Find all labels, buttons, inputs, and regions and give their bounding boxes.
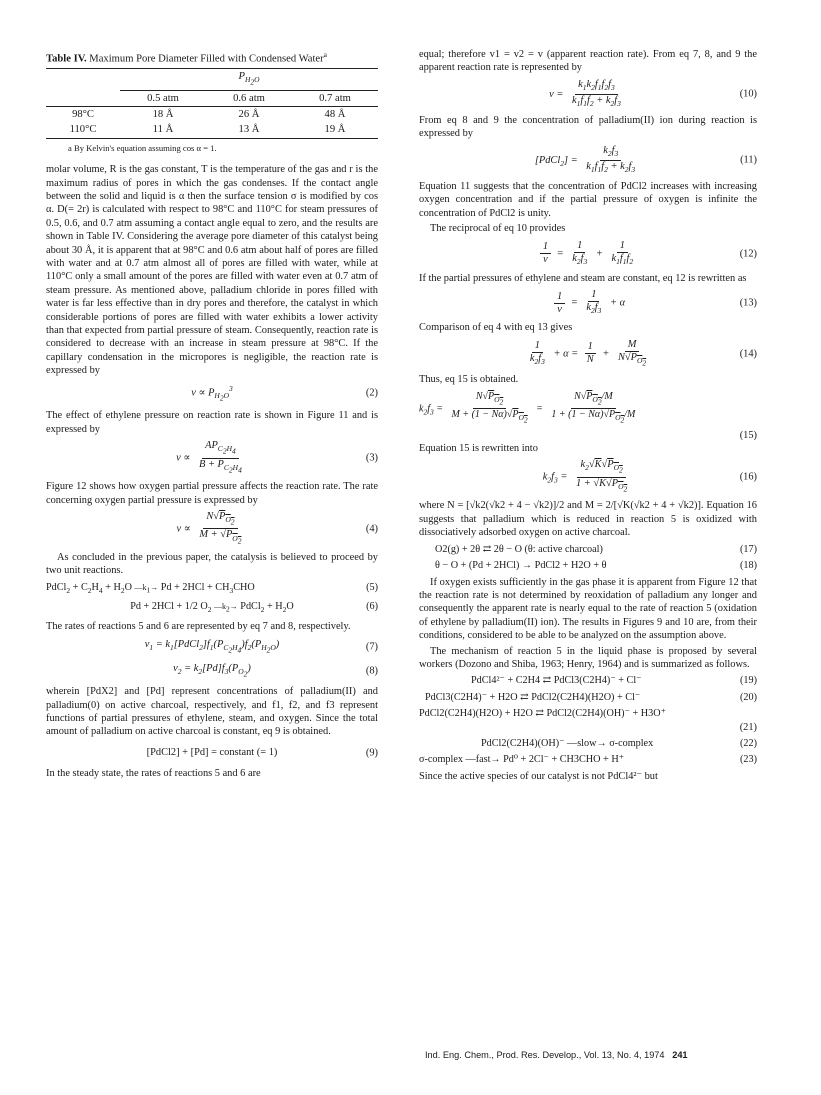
- right-column: [419, 48, 757, 785]
- equation-8: $v_2 = k_2[Pd]f_3(P_{O_2})$ (8): [173, 662, 378, 679]
- reaction-18: θ − O + (Pd + 2HCl) → PdCl2 + H2O + θ (18): [435, 560, 757, 572]
- reaction-5: PdCl$_2$ + $C_2H_4 + H_2O$ $—k_1\to Pd + 2HCl + CH_3CHO$ (5): [46, 581, 378, 595]
- reaction-22: PdCl2(C2H4)(OH)⁻ —slow→ σ-complex (22): [481, 737, 757, 749]
- paragraph: Equation 11 suggests that the concentration of PdCl2 increases with increasing oxygen concentration and if the partial pressure of oxygen is infinite the concentration of PdCl2 is unity.: [419, 180, 757, 219]
- paragraph: wherein [PdX2] and [Pd] represent concentrations of palladium(II) and palladium(0) on active charcoal, respectively, and f1, f2, and f3 represent functions of partial pressures of ethylene, steam, and oxygen. Since the total amount of palladium on active charcoal is constant, eq 9 is obtained.: [46, 686, 378, 738]
- journal-citation: Ind. Eng. Chem., Prod. Res. Develop., Vol. 13, No. 4, 1974: [425, 1050, 665, 1060]
- equation-16: $k_2f_3$ = $\frac{k_2√K√P_{O_2}}{1 + √K√P_{O_2}}$ (16): [542, 459, 757, 494]
- paragraph: The mechanism of reaction 5 in the liquid phase is proposed by several workers (Dozono and Shiba, 1963; Henry, 1964) and is summarized as follows.: [419, 645, 757, 670]
- equation-14: $\frac{1}{k_2f_3}$ + α = $\frac{1}{N}$ + $\frac{M}{N√P_{O_2}}$ (14): [529, 338, 757, 368]
- table-footnote: a By Kelvin's equation assuming cos α = 1.: [68, 142, 217, 153]
- paragraph: Since the active species of our catalyst is not PdCl4²⁻ but: [419, 770, 658, 782]
- paragraph: In the steady state, the rates of reactions 5 and 6 are: [46, 767, 261, 779]
- reaction-21: PdCl2(C2H4)(H2O) + H2O ⇄ PdCl2(C2H4)(OH)⁻ + H3O⁺: [419, 708, 666, 720]
- table-footnote-mark: a: [323, 50, 327, 59]
- paragraph: where N = [√k2(√k2 + 4 − √k2)]/2 and M = 2/[√K(√k2 + 4 + √k2)]. Equation 16 suggests that palladium which is reduced in reaction 5 is oxidized with dissociatively adsorbed oxygen on active charcoal.: [419, 500, 757, 539]
- table-title-text: Maximum Pore Diameter Filled with Condensed Water: [89, 53, 324, 65]
- reaction-17: O2(g) + 2θ ⇄ 2θ − O (θ: active charcoal) (17): [435, 543, 757, 555]
- equation-2: $v \propto P_{H_2O}^3$ (2): [191, 383, 378, 403]
- left-column: [46, 48, 378, 782]
- reaction-20: PdCl3(C2H4)⁻ + H2O ⇄ PdCl2(C2H4)(H2O) + Cl⁻ (20): [425, 691, 757, 703]
- paragraph: Figure 12 shows how oxygen partial pressure affects the reaction rate. The rate concerning oxygen partial pressure is expressed by: [46, 481, 378, 506]
- paragraph: If the partial pressures of ethylene and steam are constant, eq 12 is rewritten as: [419, 272, 747, 284]
- equation-9: [PdCl2] + [Pd] = constant (= 1) (9): [146, 747, 378, 759]
- col-header: 0.7 atm: [292, 90, 378, 106]
- reaction-6: Pd + 2HCl + 1/2 $O_2$ $—k_2\to$ PdCl$_2$ + $H_2O$ (6): [130, 601, 378, 615]
- paragraph: equal; therefore v1 = v2 = v (apparent reaction rate). From eq 7, 8, and 9 the apparent reaction rate is represented by: [419, 49, 757, 74]
- equation-15-number: (15): [739, 429, 757, 441]
- paragraph: Thus, eq 15 is obtained.: [419, 374, 519, 386]
- paragraph: The effect of ethylene pressure on reaction rate is shown in Figure 11 and is expressed by: [46, 410, 378, 435]
- paragraph: The rates of reactions 5 and 6 are represented by eq 7 and 8, respectively.: [46, 620, 351, 632]
- table-row: 98°C 18 Å 26 Å 48 Å: [72, 108, 346, 120]
- equation-11: [PdCl$_2$] = $\frac{k_2f_3}{k_1f_1f_2 + k_2f_3}$ (11): [534, 144, 757, 174]
- table-label: Table IV.: [46, 53, 87, 65]
- equation-12: $\frac{1}{v}$ = $\frac{1}{k_2f_3}$ + $\frac{1}{k_1f_1f_2}$ (12): [419, 240, 757, 268]
- col-header: 0.6 atm: [206, 90, 292, 106]
- paragraph: Comparison of eq 4 with eq 13 gives: [419, 322, 573, 334]
- equation-7: $v_1$ = $k_1[PdCl_2]f_1(P_{C_2H_4})f_2(P_{H_2O})$ (7): [144, 638, 378, 655]
- equation-10: v = $\frac{k_1k_2f_1f_2f_3}{k_1f_1f_2 + k_2f_3}$ (10): [549, 78, 757, 108]
- equation-13: $\frac{1}{v}$ = $\frac{1}{k_2f_3}$ + α (13): [419, 289, 757, 317]
- page-footer: [425, 1050, 688, 1060]
- paragraph: molar volume, R is the gas constant, T is the temperature of the gas and r is the maximum radius of pores in which the gas condenses. If the contact angle between the solid and liquid is α then the surface tension σ is modified by cos α. D(= 2r) is calculated with respect to 98°C and 110°C for steam pressures of 0.5, 0.6, and 0.7 atm assuming a contact angle equal to zero, and the results are shown in Table IV. Considering the average pore diameter of this catalyst being about 30 Å, it is apparent that at 98°C and 0.6 atm about half of pores are filled with water and at 0.7 atm almost all of pores are filled with water, while at 110°C only a small amount of the pores are filled with water even at 0.7 atm of steam pressure. As mentioned above, palladium chloride in pores filled with water is far less effective than in dry pores and therefore, the catalyst in which considerable portions of pores are filled with water exhibits a lower activity than that expected from partial pressure of steam. Consequently, reaction rate is considered to decrease with an increase in steam pressure at 98°C. If the capillary condensation in the micropores is negligible, the reaction rate is expressed by: [46, 164, 378, 377]
- page-number: 241: [672, 1050, 688, 1060]
- table-title: [46, 48, 378, 66]
- paragraph: If oxygen exists sufficiently in the gas phase it is apparent from Figure 12 that the reaction rate is not determined by reoxidation of palladium any longer and consequently the apparent rate is nearly equal to the rate of reaction 5 (oxidation of ethylene by palladium(II) ion). The results in Figures 9 and 10 are, from their conditions, considered to be able to be analyzed on the assumption above.: [419, 576, 757, 642]
- equation-15: $k_2f_3$ = $\frac{N√P_{O_2}}{M + (1 - N\alpha)√P_{O_2}}$ = $\frac{N√P_{O_2}/M}{1 + (1 - N\alpha)√P_{O_2}/M}$: [419, 390, 636, 425]
- equation-3: v ∝ $\frac{AP_{C_2H_4}}{B + P_{C_2H_4}}$ (3): [176, 439, 378, 475]
- reaction-23: σ-complex —fast→ Pd⁰ + 2Cl⁻ + CH3CHO + H⁺ (23): [419, 754, 757, 766]
- paragraph: As concluded in the previous paper, the catalysis is believed to proceed by two unit reactions.: [46, 552, 378, 577]
- table-row: 110°C 11 Å 13 Å 19 Å: [46, 122, 378, 138]
- col-header: 0.5 atm: [120, 90, 206, 106]
- paragraph: The reciprocal of eq 10 provides: [430, 223, 566, 235]
- pore-diameter-table: [46, 68, 378, 139]
- paragraph: Equation 15 is rewritten into: [419, 442, 538, 454]
- equation-4: v ∝ $\frac{N√P_{O_2}}{M + √P_{O_2}}$ (4): [176, 510, 378, 546]
- reaction-19: PdCl4²⁻ + C2H4 ⇄ PdCl3(C2H4)⁻ + Cl⁻ (19): [471, 675, 757, 687]
- paragraph: From eq 8 and 9 the concentration of palladium(II) ion during reaction is expressed by: [419, 114, 757, 140]
- reaction-21-number: (21): [739, 721, 757, 733]
- pressure-header: $P_{H_2O}$: [238, 70, 260, 87]
